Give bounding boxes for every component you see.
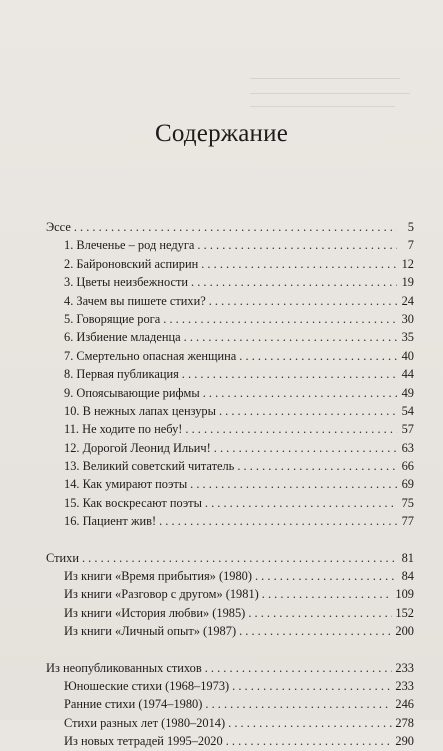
toc-entry bbox=[46, 255, 414, 273]
entry-label: 7. Смертельно опасная женщина bbox=[64, 348, 237, 363]
page-number: 19 bbox=[401, 275, 414, 290]
dot-leader bbox=[262, 585, 393, 603]
toc-entry bbox=[46, 604, 414, 622]
page-number: 49 bbox=[401, 385, 414, 400]
page-number: 233 bbox=[395, 678, 414, 693]
section-gap bbox=[46, 531, 414, 549]
toc-entry bbox=[46, 347, 414, 365]
page-number: 63 bbox=[401, 440, 414, 455]
toc-entry bbox=[46, 420, 414, 438]
entry-label: Ранние стихи (1974–1980) bbox=[64, 697, 203, 712]
entry-label: Из книги «Время прибытия» (1980) bbox=[64, 569, 252, 584]
entry-label: 3. Цветы неизбежности bbox=[64, 275, 188, 290]
page-number: 77 bbox=[401, 514, 414, 529]
entry-label: 15. Как воскресают поэты bbox=[64, 495, 202, 510]
dot-leader bbox=[209, 292, 397, 310]
table-of-contents bbox=[46, 218, 414, 751]
page-number: 35 bbox=[401, 330, 414, 345]
page-number: 81 bbox=[401, 550, 414, 565]
dot-leader bbox=[255, 567, 397, 585]
dot-leader bbox=[203, 384, 397, 402]
dot-leader bbox=[226, 732, 393, 750]
entry-label: 6. Избиение младенца bbox=[64, 330, 181, 345]
page-number: 290 bbox=[395, 734, 414, 749]
toc-entry bbox=[46, 695, 414, 713]
dot-leader bbox=[201, 255, 397, 273]
toc-entry bbox=[46, 273, 414, 291]
dot-leader bbox=[232, 677, 392, 695]
toc-section-essays bbox=[46, 218, 414, 531]
entry-label: Из книги «Разговор с другом» (1981) bbox=[64, 587, 259, 602]
toc-section-poems bbox=[46, 549, 414, 641]
dot-leader bbox=[228, 714, 392, 732]
page-title: Содержание bbox=[155, 120, 288, 147]
entry-label: Стихи разных лет (1980–2014) bbox=[64, 715, 226, 730]
dot-leader bbox=[191, 273, 397, 291]
page-number: 246 bbox=[395, 697, 414, 712]
toc-entry bbox=[46, 292, 414, 310]
toc-entry bbox=[46, 402, 414, 420]
dot-leader bbox=[159, 512, 397, 530]
dot-leader bbox=[239, 347, 397, 365]
toc-entry bbox=[46, 457, 414, 475]
dot-leader bbox=[237, 457, 397, 475]
dot-leader bbox=[205, 695, 392, 713]
entry-label: 8. Первая публикация bbox=[64, 367, 179, 382]
toc-entry bbox=[46, 475, 414, 493]
entry-label: Из новых тетрадей 1995–2020 bbox=[64, 734, 223, 749]
page-number: 30 bbox=[401, 311, 414, 326]
toc-entry bbox=[46, 328, 414, 346]
entry-label: Юношеские стихи (1968–1973) bbox=[64, 678, 230, 693]
entry-label: Из книги «Личный опыт» (1987) bbox=[64, 624, 237, 639]
page-number: 44 bbox=[401, 367, 414, 382]
toc-entry bbox=[46, 585, 414, 603]
toc-heading-row bbox=[46, 659, 414, 677]
toc-heading-row bbox=[46, 549, 414, 567]
page-number: 7 bbox=[407, 238, 414, 253]
toc-entry bbox=[46, 310, 414, 328]
toc-heading-row bbox=[46, 218, 414, 236]
page-number: 40 bbox=[401, 348, 414, 363]
dot-leader bbox=[239, 622, 392, 640]
dot-leader bbox=[214, 439, 397, 457]
entry-label: 10. В нежных лапах цензуры bbox=[64, 403, 216, 418]
toc-entry bbox=[46, 512, 414, 530]
dot-leader bbox=[197, 236, 397, 254]
toc-heading-label: Стихи bbox=[46, 550, 79, 565]
show-through-marks bbox=[250, 72, 420, 122]
toc-heading-label: Из неопубликованных стихов bbox=[46, 660, 202, 675]
page-number: 57 bbox=[401, 422, 414, 437]
entry-label: 11. Не ходите по небу! bbox=[64, 422, 183, 437]
dot-leader bbox=[182, 365, 397, 383]
entry-label: 13. Великий советский читатель bbox=[64, 459, 235, 474]
dot-leader bbox=[82, 549, 397, 567]
dot-leader bbox=[248, 604, 392, 622]
toc-entry bbox=[46, 677, 414, 695]
toc-entry bbox=[46, 494, 414, 512]
toc-entry bbox=[46, 236, 414, 254]
dot-leader bbox=[163, 310, 397, 328]
entry-label: Из книги «История любви» (1985) bbox=[64, 605, 246, 620]
entry-label: 12. Дорогой Леонид Ильич! bbox=[64, 440, 211, 455]
entry-label: 14. Как умирают поэты bbox=[64, 477, 188, 492]
page-number: 233 bbox=[395, 660, 414, 675]
entry-label: 9. Опоясывающие рифмы bbox=[64, 385, 200, 400]
page-number: 200 bbox=[395, 624, 414, 639]
page-number: 5 bbox=[407, 220, 414, 234]
toc-entry bbox=[46, 384, 414, 402]
dot-leader bbox=[205, 494, 397, 512]
dot-leader bbox=[219, 402, 397, 420]
toc-entry bbox=[46, 365, 414, 383]
toc-entry bbox=[46, 732, 414, 750]
entry-label: 5. Говорящие рога bbox=[64, 311, 161, 326]
entry-label: 16. Пациент жив! bbox=[64, 514, 157, 529]
toc-entry bbox=[46, 567, 414, 585]
toc-entry bbox=[46, 714, 414, 732]
toc-entry bbox=[46, 439, 414, 457]
entry-label: 2. Байроновский аспирин bbox=[64, 256, 199, 271]
toc-entry bbox=[46, 622, 414, 640]
page-number: 66 bbox=[401, 459, 414, 474]
entry-label: 1. Влеченье – род недуга bbox=[64, 238, 195, 253]
toc-section-unpublished bbox=[46, 659, 414, 751]
dot-leader bbox=[74, 218, 397, 236]
toc-heading-label: Эссе bbox=[46, 220, 71, 234]
section-gap bbox=[46, 641, 414, 659]
dot-leader bbox=[190, 475, 397, 493]
entry-label: 4. Зачем вы пишете стихи? bbox=[64, 293, 206, 308]
page-number: 69 bbox=[401, 477, 414, 492]
page-number: 12 bbox=[401, 256, 414, 271]
dot-leader bbox=[205, 659, 393, 677]
page-number: 54 bbox=[401, 403, 414, 418]
dot-leader bbox=[184, 328, 397, 346]
page-number: 75 bbox=[401, 495, 414, 510]
page-number: 278 bbox=[395, 715, 414, 730]
page-number: 24 bbox=[401, 293, 414, 308]
dot-leader bbox=[185, 420, 397, 438]
page-number: 109 bbox=[395, 587, 414, 602]
page-number: 152 bbox=[395, 605, 414, 620]
page-number: 84 bbox=[401, 569, 414, 584]
